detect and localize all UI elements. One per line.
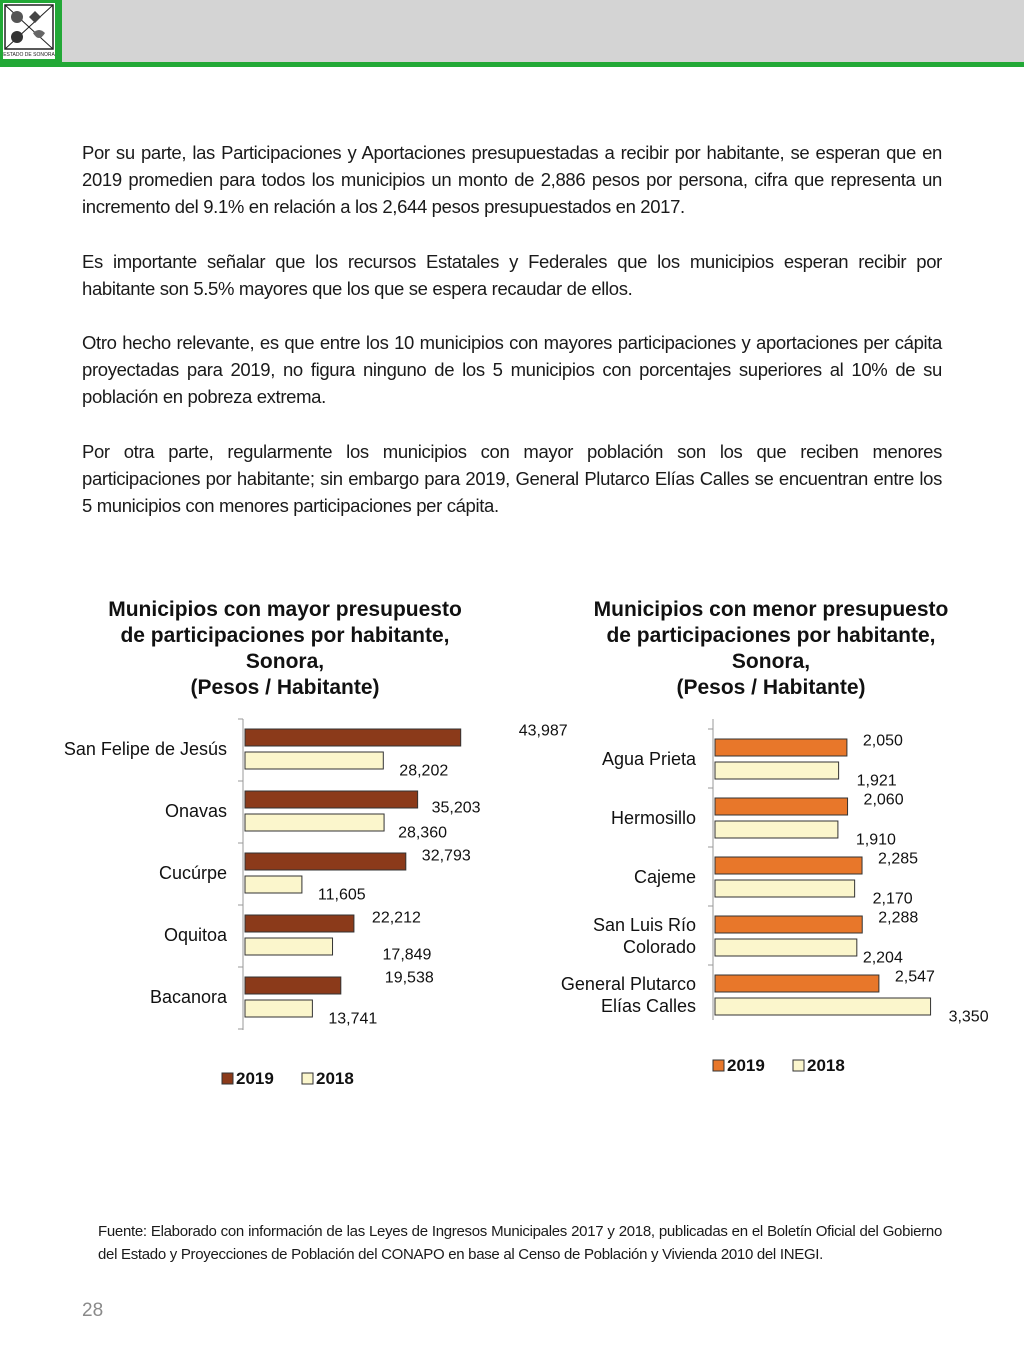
right-category-label: Agua Prieta bbox=[601, 749, 696, 769]
right-bar-2019 bbox=[715, 975, 879, 992]
source-note: Fuente: Elaborado con información de las Leyes de Ingresos Municipales 2017 y 2018, publicadas en el Boletín Oficial del Gobierno del Estado y Proyecciones de Población del CONAPO en base al Censo de Población y Vivienda 2010 del INEGI. bbox=[98, 1223, 942, 1263]
right-value-label-2018: 3,350 bbox=[948, 1008, 989, 1026]
right-bar-2018 bbox=[715, 821, 838, 838]
right-bar-2018 bbox=[715, 880, 855, 897]
right-category-label: Cajeme bbox=[633, 867, 696, 887]
left-value-label-2019: 35,203 bbox=[431, 799, 481, 817]
paragraph-4: Por otra parte, regularmente los municipios con mayor población son los que reciben menores participaciones por habitante; sin embargo para 2019, General Plutarco Elías Calles se encuentran entre los 5 municipios con menores participaciones per cápita. bbox=[82, 441, 942, 516]
right-bar-2019 bbox=[715, 798, 848, 815]
page-number: 28 bbox=[82, 1300, 104, 1321]
right-category-label: Elías Calles bbox=[600, 996, 696, 1016]
left-value-label-2018: 13,741 bbox=[328, 1010, 378, 1028]
left-value-label-2018: 28,202 bbox=[399, 762, 449, 780]
right-value-label-2018: 2,170 bbox=[872, 890, 913, 908]
left-value-label-2019: 32,793 bbox=[421, 847, 471, 865]
left-category-label: Bacanora bbox=[149, 987, 227, 1007]
right-value-label-2018: 1,910 bbox=[855, 831, 896, 849]
left-category-label: Cucúrpe bbox=[158, 863, 227, 883]
right-bar-2018 bbox=[715, 939, 857, 956]
right-bar-2019 bbox=[715, 916, 862, 933]
left-value-label-2018: 17,849 bbox=[382, 946, 432, 964]
chart-right-title-line: de participaciones por habitante, bbox=[606, 624, 936, 647]
left-category-label: Onavas bbox=[164, 801, 227, 821]
right-category-label: Hermosillo bbox=[610, 808, 696, 828]
right-legend-swatch-2019 bbox=[713, 1060, 724, 1071]
right-category-label: San Luis Río bbox=[592, 915, 696, 935]
paragraph-2: Es importante señalar que los recursos Estatales y Federales que los municipios esperan recibir por habitante son 5.5% mayores que los que se espera recaudar de ellos. bbox=[82, 251, 942, 299]
chart-left-title-line: Municipios con mayor presupuesto bbox=[108, 598, 462, 621]
left-value-label-2019: 43,987 bbox=[518, 722, 568, 740]
left-bar-2018 bbox=[245, 1000, 312, 1017]
right-bar-2019 bbox=[715, 857, 862, 874]
right-bar-2019 bbox=[715, 739, 847, 756]
paragraph-3: Otro hecho relevante, es que entre los 10 municipios con mayores participaciones y aportaciones per cápita proyectadas para 2019, no figura ninguno de los 5 municipios con porcentajes superiores al 10% de su población en pobreza extrema. bbox=[82, 332, 942, 407]
right-bar-2018 bbox=[715, 762, 839, 779]
chart-right-title-line: Sonora, bbox=[731, 650, 811, 673]
left-value-label-2018: 28,360 bbox=[398, 824, 448, 842]
right-value-label-2019: 2,050 bbox=[862, 732, 903, 750]
left-bar-2019 bbox=[245, 853, 406, 870]
right-value-label-2019: 2,288 bbox=[878, 909, 919, 927]
right-value-label-2018: 2,204 bbox=[862, 949, 903, 967]
left-category-label: Oquitoa bbox=[163, 925, 227, 945]
chart-right-title-line: (Pesos / Habitante) bbox=[676, 676, 866, 699]
chart-left-title-line: Sonora, bbox=[245, 650, 325, 673]
left-bar-2019 bbox=[245, 977, 341, 994]
right-value-label-2018: 1,921 bbox=[856, 772, 897, 790]
left-legend-swatch-2018 bbox=[302, 1073, 313, 1084]
left-value-label-2019: 22,212 bbox=[371, 909, 421, 927]
right-category-label: Colorado bbox=[622, 937, 696, 957]
right-legend-label-2019: 2019 bbox=[727, 1056, 765, 1075]
left-bar-2019 bbox=[245, 915, 354, 932]
svg-text:ESTADO DE SONORA: ESTADO DE SONORA bbox=[3, 52, 55, 58]
left-bar-2018 bbox=[245, 938, 333, 955]
chart-left-title-line: (Pesos / Habitante) bbox=[190, 676, 380, 699]
left-bar-2018 bbox=[245, 876, 302, 893]
right-value-label-2019: 2,060 bbox=[863, 791, 904, 809]
left-bar-2018 bbox=[245, 814, 384, 831]
left-legend-label-2019: 2019 bbox=[236, 1069, 274, 1088]
left-bar-2018 bbox=[245, 752, 383, 769]
chart-right-title-line: Municipios con menor presupuesto bbox=[593, 598, 949, 621]
left-bar-2019 bbox=[245, 791, 418, 808]
left-legend-label-2018: 2018 bbox=[316, 1069, 354, 1088]
right-category-label: General Plutarco bbox=[560, 974, 696, 994]
right-legend-swatch-2018 bbox=[793, 1060, 804, 1071]
left-legend-swatch-2019 bbox=[222, 1073, 233, 1084]
left-category-label: San Felipe de Jesús bbox=[63, 739, 227, 759]
right-value-label-2019: 2,547 bbox=[894, 968, 935, 986]
left-bar-2019 bbox=[245, 729, 461, 746]
right-legend-label-2018: 2018 bbox=[807, 1056, 845, 1075]
left-value-label-2018: 11,605 bbox=[317, 886, 366, 904]
left-value-label-2019: 19,538 bbox=[384, 969, 434, 987]
right-bar-2018 bbox=[715, 998, 931, 1015]
right-value-label-2019: 2,285 bbox=[878, 850, 919, 868]
paragraph-1: Por su parte, las Participaciones y Aportaciones presupuestadas a recibir por habitante, se esperan que en 2019 promedien para todos los municipios un monto de 2,886 pesos por persona, cifra que representa un incremento del 9.1% en relación a los 2,644 pesos presupuestados en 2017. bbox=[82, 142, 942, 217]
chart-left-title-line: de participaciones por habitante, bbox=[120, 624, 450, 647]
